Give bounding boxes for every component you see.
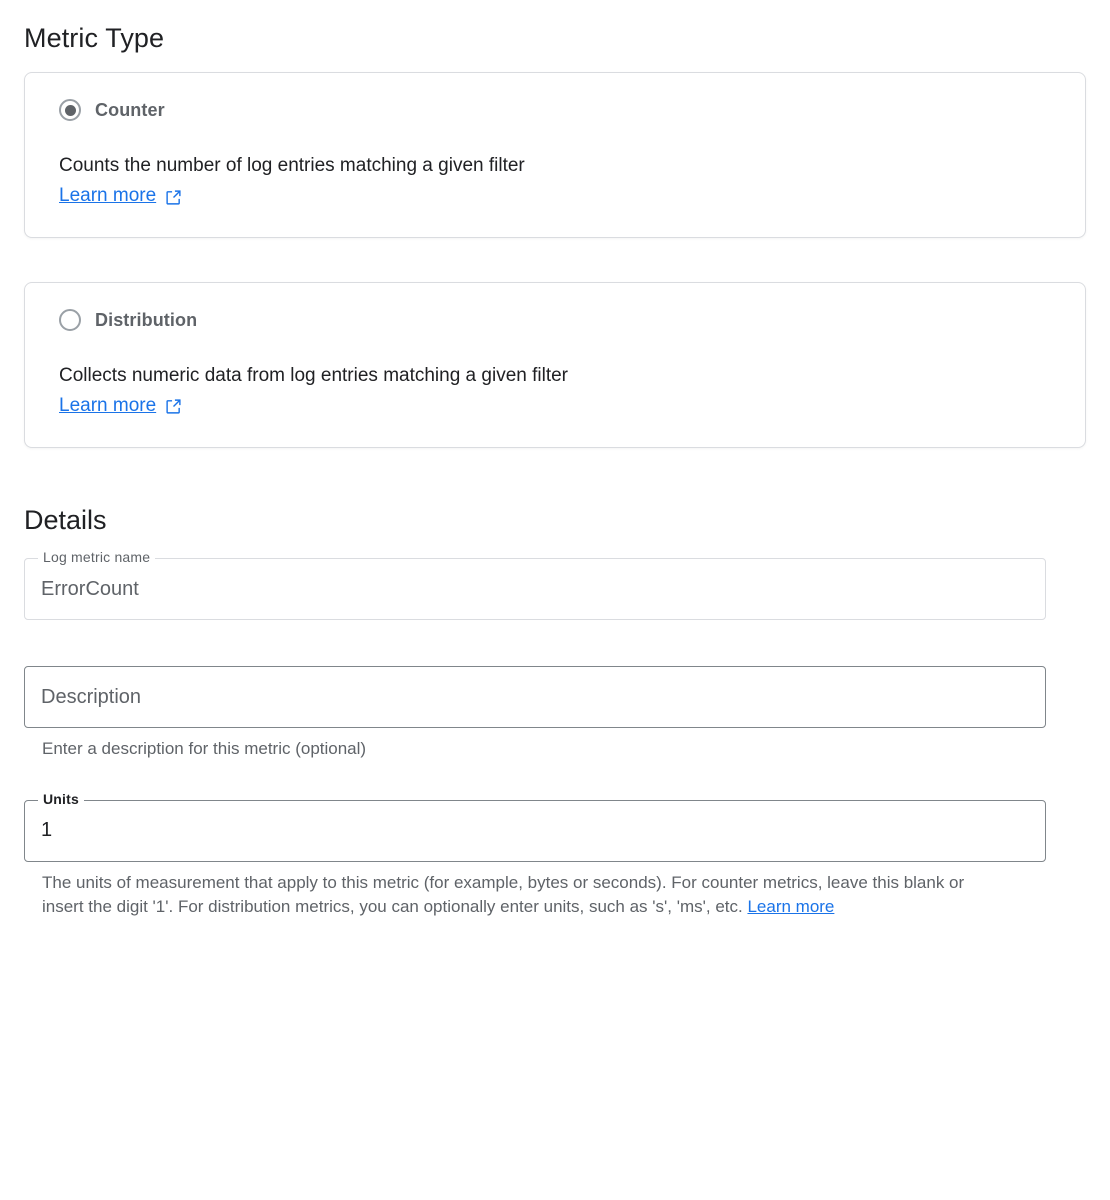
distribution-learn-more-link[interactable] — [59, 395, 182, 417]
metric-type-option-counter[interactable] — [24, 72, 1086, 238]
details-heading: Details — [24, 504, 107, 535]
units-field[interactable] — [24, 790, 1086, 920]
distribution-option-header[interactable] — [59, 309, 1051, 331]
description-input[interactable] — [24, 666, 1046, 728]
units-learn-more-link[interactable]: Learn more — [747, 897, 835, 917]
counter-description: Counts the number of log entries matching a given filter — [59, 155, 525, 177]
counter-learn-more-link[interactable] — [59, 185, 182, 207]
units-input[interactable] — [24, 800, 1046, 862]
log-metric-name-field[interactable] — [24, 549, 1086, 620]
units-helper-body: The units of measurement that apply to this metric (for example, bytes or seconds). For counter metrics, leave this blank or insert the digit '1'. For distribution metrics, you can optionally enter units, such as 's', 'ms', etc. — [42, 872, 965, 917]
radio-distribution[interactable] — [59, 309, 81, 331]
external-link-icon — [165, 398, 182, 415]
radio-counter-label: Counter — [95, 99, 165, 120]
log-metric-name-input[interactable] — [24, 558, 1046, 620]
units-helper-text — [42, 871, 997, 920]
counter-learn-more-label: Learn more — [59, 185, 157, 207]
description-placeholder: Description — [41, 685, 142, 708]
log-metric-name-label: Log metric name — [38, 549, 155, 565]
metric-type-option-distribution[interactable] — [24, 282, 1086, 448]
description-helper-text: Enter a description for this metric (optional) — [42, 739, 367, 759]
page-title: Metric Type — [24, 23, 165, 53]
log-metric-name-value: ErrorCount — [41, 577, 139, 600]
counter-option-header[interactable] — [59, 99, 1051, 121]
units-label: Units — [38, 791, 84, 807]
radio-counter[interactable] — [59, 99, 81, 121]
distribution-learn-more-label: Learn more — [59, 394, 157, 416]
radio-distribution-label: Distribution — [95, 309, 198, 330]
units-value: 1 — [41, 819, 53, 842]
external-link-icon — [165, 189, 182, 206]
description-field[interactable] — [24, 666, 1086, 762]
distribution-description: Collects numeric data from log entries matching a given filter — [59, 365, 569, 387]
